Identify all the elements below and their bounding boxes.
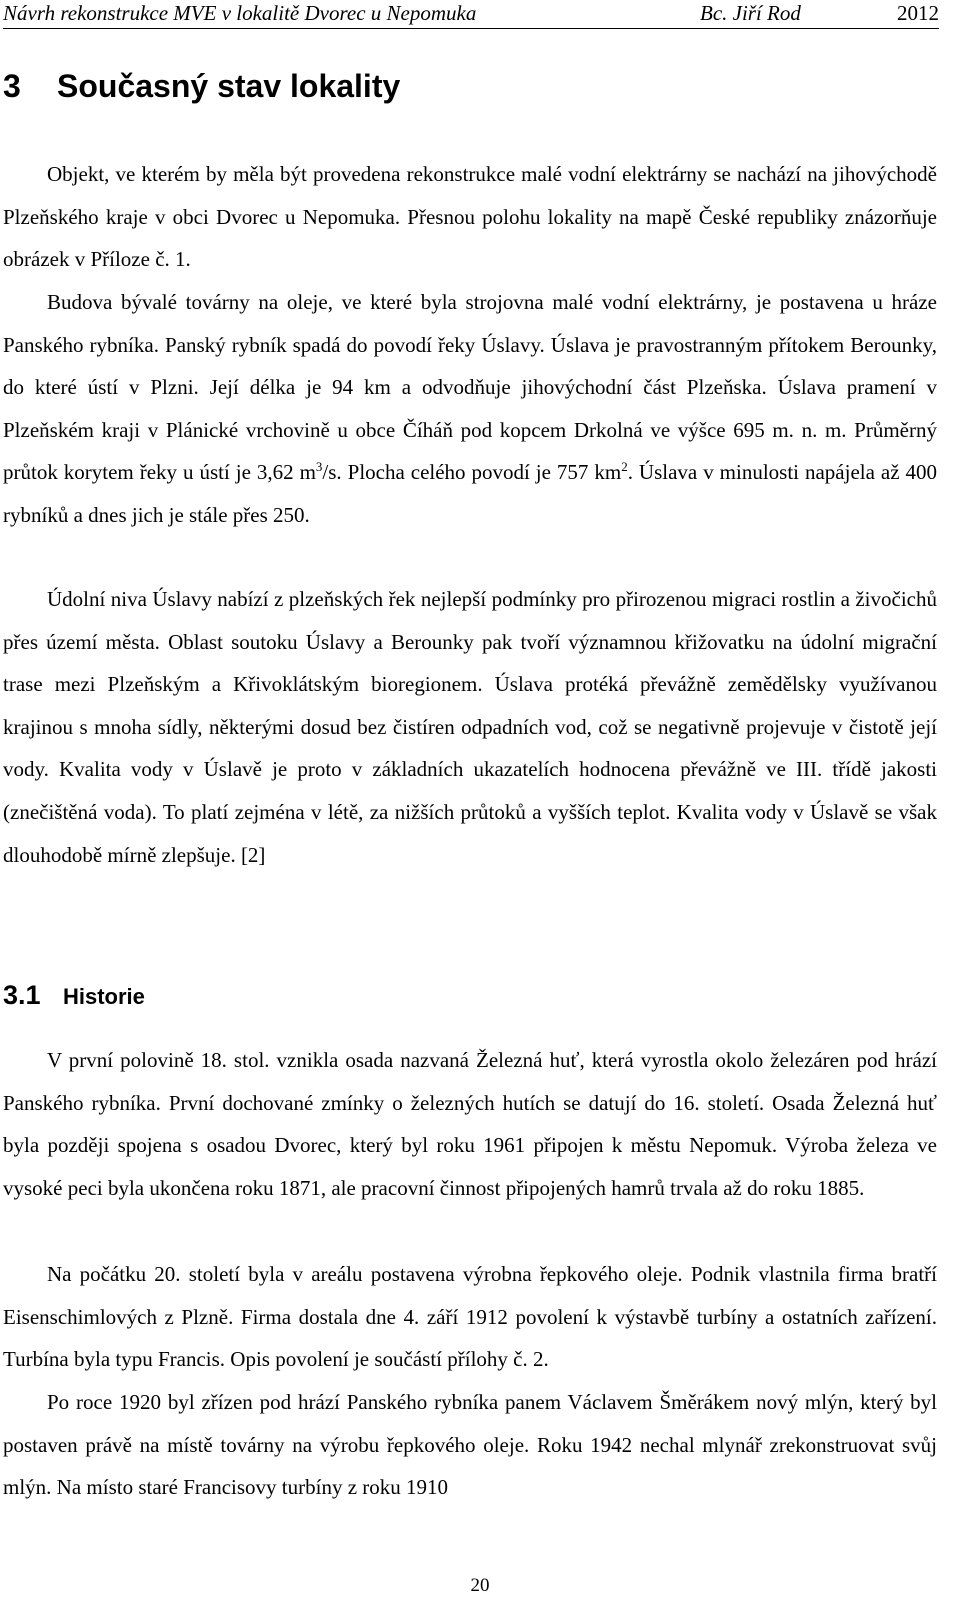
paragraph-text: /s. Plocha celého povodí je 757 km <box>322 460 622 485</box>
section-title: Současný stav lokality <box>57 68 401 104</box>
running-header <box>3 0 939 29</box>
paragraph-history-mill: Po roce 1920 byl zřízen pod hrází Panského rybníka panem Václavem Šměrákem nový mlýn, který byl postaven právě na místě továrny na výrobu řepkového oleje. Roku 1942 nechal mlynář zrekonstruovat svůj mlýn. Na místo staré Francisovy turbíny z roku 1910 <box>3 1390 937 1500</box>
header-title: Návrh rekonstrukce MVE v lokalitě Dvorec u Nepomuka <box>3 1 477 25</box>
header-author: Bc. Jiří Rod <box>700 1 801 25</box>
superscript-cubic: 3 <box>315 459 323 475</box>
subsection-heading <box>3 975 145 1017</box>
header-year: 2012 <box>897 1 939 25</box>
subsection-number: 3.1 <box>3 980 41 1010</box>
paragraph-text: Budova bývalé továrny na oleje, ve které byla strojovna malé vodní elektrárny, je postavena u hráze Panského rybníka. Panský rybník spadá do povodí řeky Úslavy. Úslava je pravostranným přítokem Berounky, do které ústí v Plzni. Její délka je 94 km a odvodňuje jihovýchodní část Plzeňska. Úslava pramení v Plzeňském kraji v Plánické vrchovině u obce Číháň pod kopcem Drkolná ve výšce 695 m. n. m. Průměrný průtok korytem řeky u ústí je 3,62 m <box>3 290 937 485</box>
paragraph-water-quality: Údolní niva Úslavy nabízí z plzeňských řek nejlepší podmínky pro přirozenou migraci rostlin a živočichů přes území města. Oblast soutoku Úslavy a Berounky pak tvoří významnou křižovatku na údolní migrační trase mezi Plzeňským a Křivoklátským bioregionem. Úslava protéká převážně zemědělsky využívanou krajinou s mnoha sídly, některými dosud bez čistíren odpadních vod, což se negativně projevuje v čistotě její vody. Kvalita vody v Úslavě je proto v základních ukazatelích hodnocena převážně ve III. třídě jakosti (znečištěná voda). To platí zejména v létě, za nižších průtoků a vyšších teplot. Kvalita vody v Úslavě se však dlouhodobě mírně zlepšuje. [2] <box>3 587 937 867</box>
section-heading <box>3 66 400 106</box>
paragraph-history-ironworks: V první polovině 18. stol. vznikla osada nazvaná Železná huť, která vyrostla okolo železáren pod hrází Panského rybníka. První dochované zmínky o železných hutích se datují do 16. století. Osada Železná huť byla později spojena s osadou Dvorec, který byl roku 1961 připojen k městu Nepomuk. Výroba železa ve vysoké peci byla ukončena roku 1871, ale pracovní činnost připojených hamrů trvala až do roku 1885. <box>3 1048 937 1200</box>
paragraph-uslava-river <box>3 281 937 537</box>
paragraph-history-oil-factory: Na počátku 20. století byla v areálu postavena výrobna řepkového oleje. Podnik vlastnila firma bratří Eisenschimlových z Plzně. Firma dostala dne 4. září 1912 povolení k výstavbě turbíny a ostatních zařízení. Turbína byla typu Francis. Opis povolení je součástí přílohy č. 2. <box>3 1262 937 1372</box>
superscript-square: 2 <box>621 459 628 475</box>
paragraph-location: Objekt, ve kterém by měla být provedena rekonstrukce malé vodní elektrárny se nachází na jihovýchodě Plzeňského kraje v obci Dvorec u Nepomuka. Přesnou polohu lokality na mapě České republiky znázorňuje obrázek v Příloze č. 1. <box>3 162 937 272</box>
page-number: 20 <box>470 1575 490 1596</box>
subsection-title: Historie <box>63 984 145 1009</box>
paragraph-text: . Úslava v minulosti napájela až 400 rybníků a dnes jich je stále přes 250. <box>3 460 937 527</box>
section-number: 3 <box>3 68 21 104</box>
